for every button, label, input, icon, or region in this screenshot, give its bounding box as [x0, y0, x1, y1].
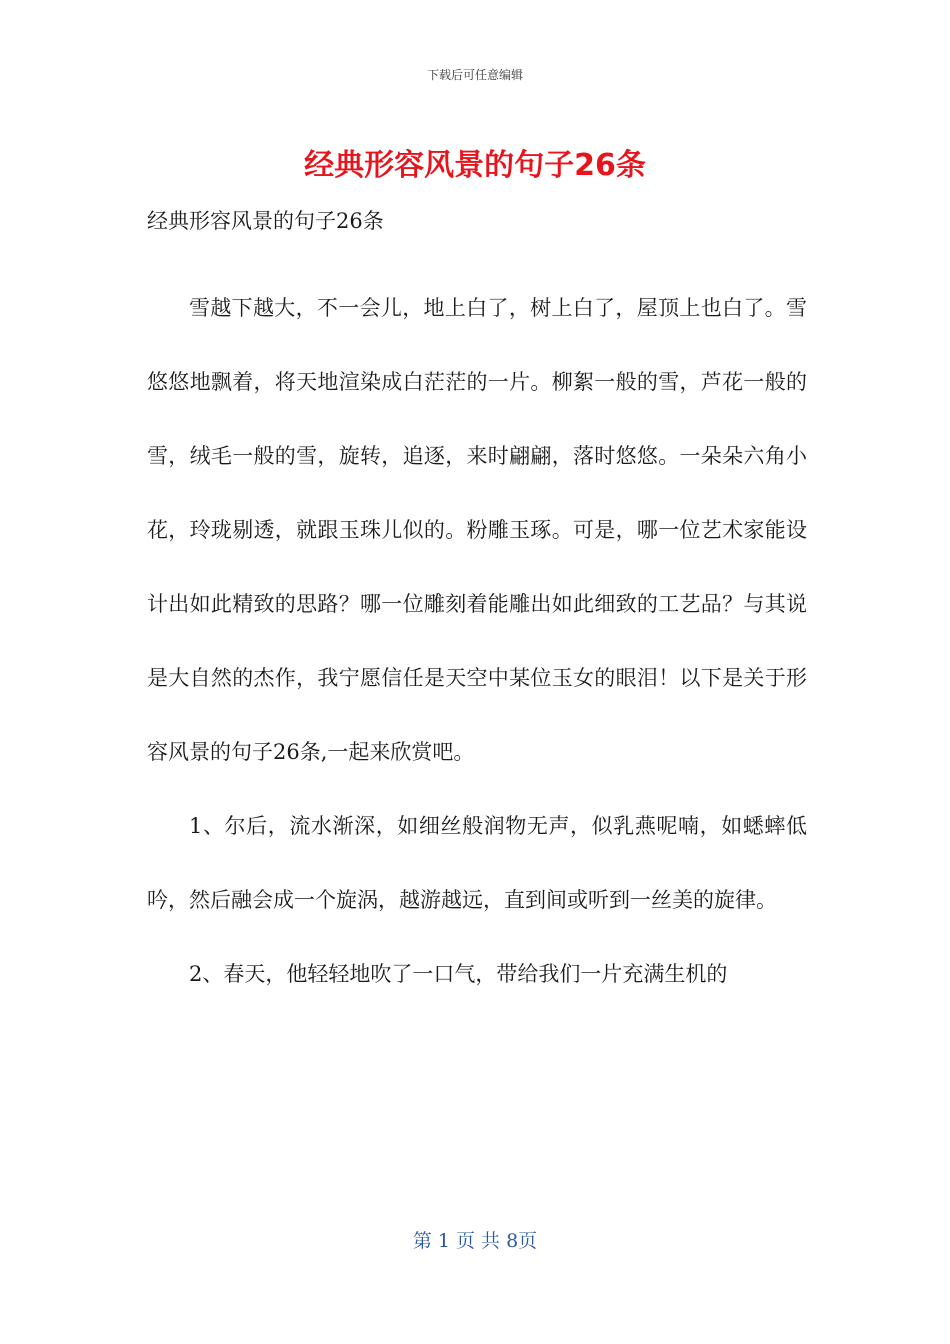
paragraph-intro: 雪越下越大，不一会儿，地上白了，树上白了，屋顶上也白了。雪悠悠地飘着，将天地渲染成白茫茫的一片。柳絮一般的雪，芦花一般的雪，绒毛一般的雪，旋转，追逐，来时翩翩，落时悠悠。一朵朵六角小花，玲珑剔透，就跟玉珠儿似的。粉雕玉琢。可是，哪一位艺术家能设计出如此精致的思路？哪一位雕刻着能雕出如此细致的工艺品？与其说是大自然的杰作，我宁愿信任是天空中某位玉女的眼泪！以下是关于形容风景的句子26条,一起来欣赏吧。: [147, 296, 807, 764]
document-body: [147, 198, 807, 1011]
paragraph-item-2: 2、春天，他轻轻地吹了一口气，带给我们一片充满生机的: [189, 962, 728, 986]
document-title: 经典形容风景的句子26条: [304, 148, 646, 183]
page-footer: 第 1 页 共 8页: [412, 1230, 538, 1252]
page-header: 下载后可任意编辑: [426, 68, 523, 82]
document-subtitle: 经典形容风景的句子26条: [147, 209, 384, 233]
paragraph-item-1: 1、尔后，流水渐深，如细丝般润物无声，似乳燕呢喃，如蟋蟀低吟，然后融会成一个旋涡，越游越远，直到间或听到一丝美的旋律。: [147, 814, 807, 912]
